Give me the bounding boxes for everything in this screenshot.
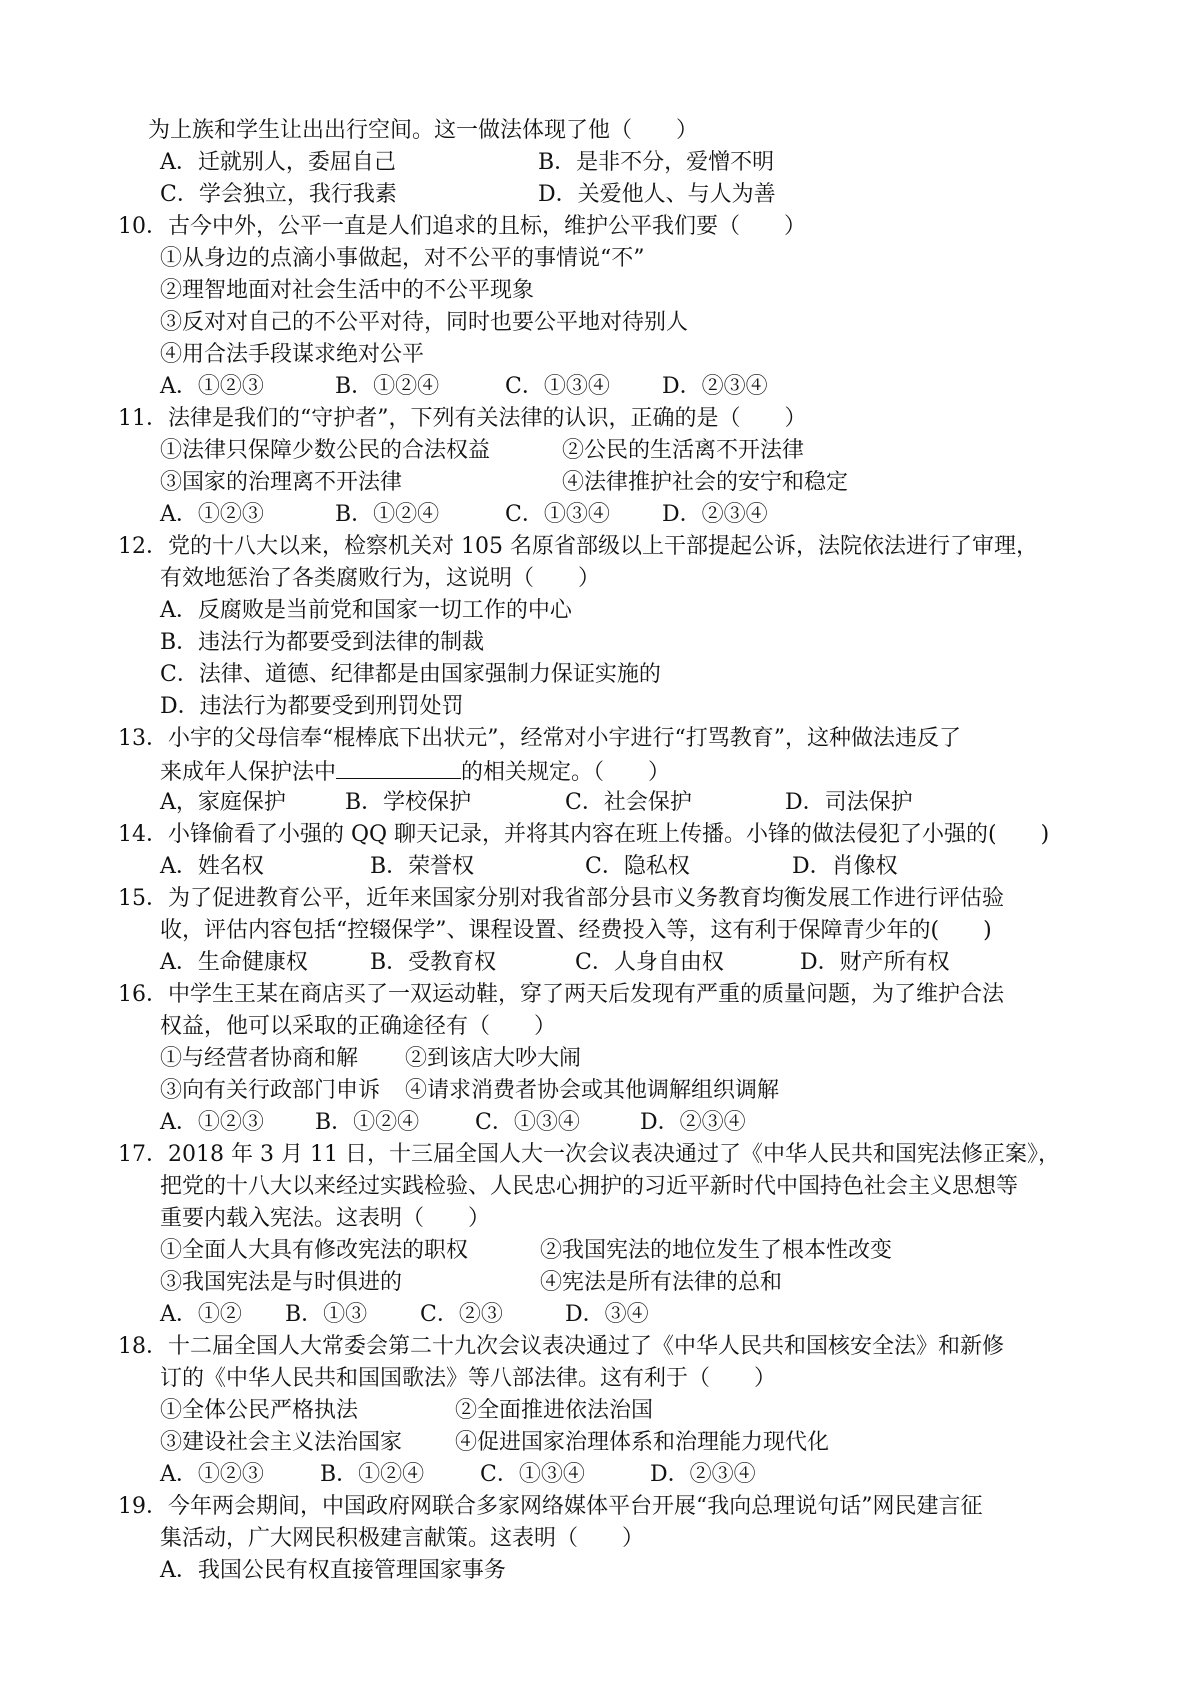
- q18-item-4: ④促进国家治理体系和治理能力现代化: [455, 1430, 830, 1455]
- q19-stem: 19．今年两会期间，中国政府网联合多家网络媒体平台开展“我向总理说句话”网民建言征: [118, 1494, 983, 1519]
- q15-option-c: C．人身自由权: [575, 950, 724, 975]
- q16-stem-line2: 权益，他可以采取的正确途径有（ ）: [160, 1014, 557, 1039]
- q12-option-b: B．违法行为都要受到法律的制裁: [160, 630, 485, 655]
- q15-option-b: B．受教育权: [370, 950, 497, 975]
- q11-option-d: D．②③④: [662, 502, 768, 527]
- q16-stem: 16．中学生王某在商店买了一双运动鞋，穿了两天后发现有严重的质量问题，为了维护合法: [118, 982, 1004, 1007]
- q15-option-a: A．生命健康权: [160, 950, 308, 975]
- q17-item-2: ②我国宪法的地位发生了根本性改变: [540, 1238, 893, 1263]
- q13-stem-part-b: 的相关规定。（ ）: [461, 760, 671, 785]
- q18-stem: 18．十二届全国人大常委会第二十九次会议表决通过了《中华人民共和国核安全法》和新修: [118, 1334, 1004, 1359]
- q9-option-a: A．迁就别人，委屈自己: [160, 150, 396, 175]
- q10-option-a: A．①②③: [160, 374, 264, 399]
- q11-stem: 11．法律是我们的“守护者”，下列有关法律的认识，正确的是（ ）: [118, 406, 807, 431]
- q19-option-a: A．我国公民有权直接管理国家事务: [160, 1558, 506, 1583]
- q14-option-b: B．荣誉权: [370, 854, 475, 879]
- q10-item-2: ②理智地面对社会生活中的不公平现象: [160, 278, 535, 303]
- q11-item-1: ①法律只保障少数公民的合法权益: [160, 438, 491, 463]
- q18-item-3: ③建设社会主义法治国家: [160, 1430, 403, 1455]
- q13-stem-line2: [160, 756, 670, 786]
- q16-item-3: ③向有关行政部门申诉: [160, 1078, 381, 1103]
- q18-item-1: ①全体公民严格执法: [160, 1398, 359, 1423]
- q18-option-d: D．②③④: [650, 1462, 756, 1487]
- q17-item-3: ③我国宪法是与时俱进的: [160, 1270, 403, 1295]
- q18-option-b: B．①②④: [320, 1462, 425, 1487]
- q17-option-d: D．③④: [565, 1302, 649, 1327]
- q18-option-a: A．①②③: [160, 1462, 264, 1487]
- q13-option-b: B．学校保护: [345, 790, 472, 815]
- q13-stem: 13．小宇的父母信奉“棍棒底下出状元”，经常对小宇进行“打骂教育”，这种做法违反了: [118, 726, 961, 751]
- q19-stem-line2: 集活动，广大网民积极建言献策。这表明（ ）: [160, 1526, 645, 1551]
- q10-item-1: ①从身边的点滴小事做起，对不公平的事情说“不”: [160, 246, 645, 271]
- q12-stem: 12．党的十八大以来，检察机关对 105 名原省部级以上干部提起公诉，法院依法进行了审理，: [118, 534, 1038, 559]
- q15-stem-line2: 收，评估内容包括“控辍保学”、课程设置、经费投入等，这有利于保障青少年的( ): [160, 918, 992, 943]
- q16-option-c: C．①③④: [475, 1110, 580, 1135]
- q17-stem: 17．2018 年 3 月 11 日，十三届全国人大一次会议表决通过了《中华人民共和国宪法修正案》，: [118, 1142, 1060, 1167]
- q12-option-c: C．法律、道德、纪律都是由国家强制力保证实施的: [160, 662, 661, 687]
- q14-stem: 14．小锋偷看了小强的 QQ 聊天记录，并将其内容在班上传播。小锋的做法侵犯了小强的( ): [118, 822, 1050, 847]
- q9-continuation: 为上族和学生让出出行空间。这一做法体现了他（ ）: [148, 118, 699, 143]
- q13-stem-part-a: 来成年人保护法中: [160, 760, 337, 785]
- q18-item-2: ②全面推进依法治国: [455, 1398, 654, 1423]
- q9-option-d: D．关爱他人、与人为善: [538, 182, 776, 207]
- q13-option-a: A，家庭保护: [160, 790, 286, 815]
- q11-item-3: ③国家的治理离不开法律: [160, 470, 403, 495]
- q12-option-d: D．违法行为都要受到刑罚处罚: [160, 694, 464, 719]
- q12-stem-line2: 有效地惩治了各类腐败行为，这说明（ ）: [160, 566, 601, 591]
- q10-item-3: ③反对对自己的不公平对待，同时也要公平地对待别人: [160, 310, 689, 335]
- q10-stem: 10．古今中外，公平一直是人们追求的且标，维护公平我们要（ ）: [118, 214, 806, 239]
- q17-option-c: C．②③: [420, 1302, 503, 1327]
- q11-option-c: C．①③④: [505, 502, 610, 527]
- q9-option-c: C．学会独立，我行我素: [160, 182, 397, 207]
- q16-item-1: ①与经营者协商和解: [160, 1046, 359, 1071]
- q16-option-a: A．①②③: [160, 1110, 264, 1135]
- q13-option-d: D．司法保护: [785, 790, 913, 815]
- q18-option-c: C．①③④: [480, 1462, 585, 1487]
- q17-option-b: B．①③: [285, 1302, 368, 1327]
- q10-option-d: D．②③④: [662, 374, 768, 399]
- q14-option-a: A．姓名权: [160, 854, 264, 879]
- q13-option-c: C．社会保护: [565, 790, 692, 815]
- q10-item-4: ④用合法手段谋求绝对公平: [160, 342, 425, 367]
- q16-option-d: D．②③④: [640, 1110, 746, 1135]
- q15-option-d: D．财产所有权: [800, 950, 950, 975]
- q11-option-b: B．①②④: [335, 502, 440, 527]
- q14-option-c: C．隐私权: [585, 854, 690, 879]
- q10-option-b: B．①②④: [335, 374, 440, 399]
- q11-option-a: A．①②③: [160, 502, 264, 527]
- q12-option-a: A．反腐败是当前党和国家一切工作的中心: [160, 598, 572, 623]
- q11-item-4: ④法律推护社会的安宁和稳定: [562, 470, 849, 495]
- q18-stem-line2: 订的《中华人民共和国国歌法》等八部法律。这有利于（ ）: [160, 1366, 777, 1391]
- q17-item-4: ④宪法是所有法律的总和: [540, 1270, 783, 1295]
- q17-option-a: A．①②: [160, 1302, 242, 1327]
- q17-item-1: ①全面人大具有修改宪法的职权: [160, 1238, 469, 1263]
- q9-option-b: B．是非不分，爱憎不明: [538, 150, 775, 175]
- q15-stem: 15．为了促进教育公平，近年来国家分别对我省部分县市义务教育均衡发展工作进行评估验: [118, 886, 1004, 911]
- q17-stem-line2: 把党的十八大以来经过实践检验、人民忠心拥护的习近平新时代中国持色社会主义思想等: [160, 1174, 1019, 1199]
- q17-stem-line3: 重要内载入宪法。这表明（ ）: [160, 1206, 491, 1231]
- q10-option-c: C．①③④: [505, 374, 610, 399]
- q16-item-4: ④请求消费者协会或其他调解组织调解: [405, 1078, 780, 1103]
- q11-item-2: ②公民的生活离不开法律: [562, 438, 805, 463]
- q16-item-2: ②到该店大吵大闹: [405, 1046, 582, 1071]
- q14-option-d: D．肖像权: [792, 854, 898, 879]
- answer-blank: [336, 756, 461, 779]
- q16-option-b: B．①②④: [315, 1110, 420, 1135]
